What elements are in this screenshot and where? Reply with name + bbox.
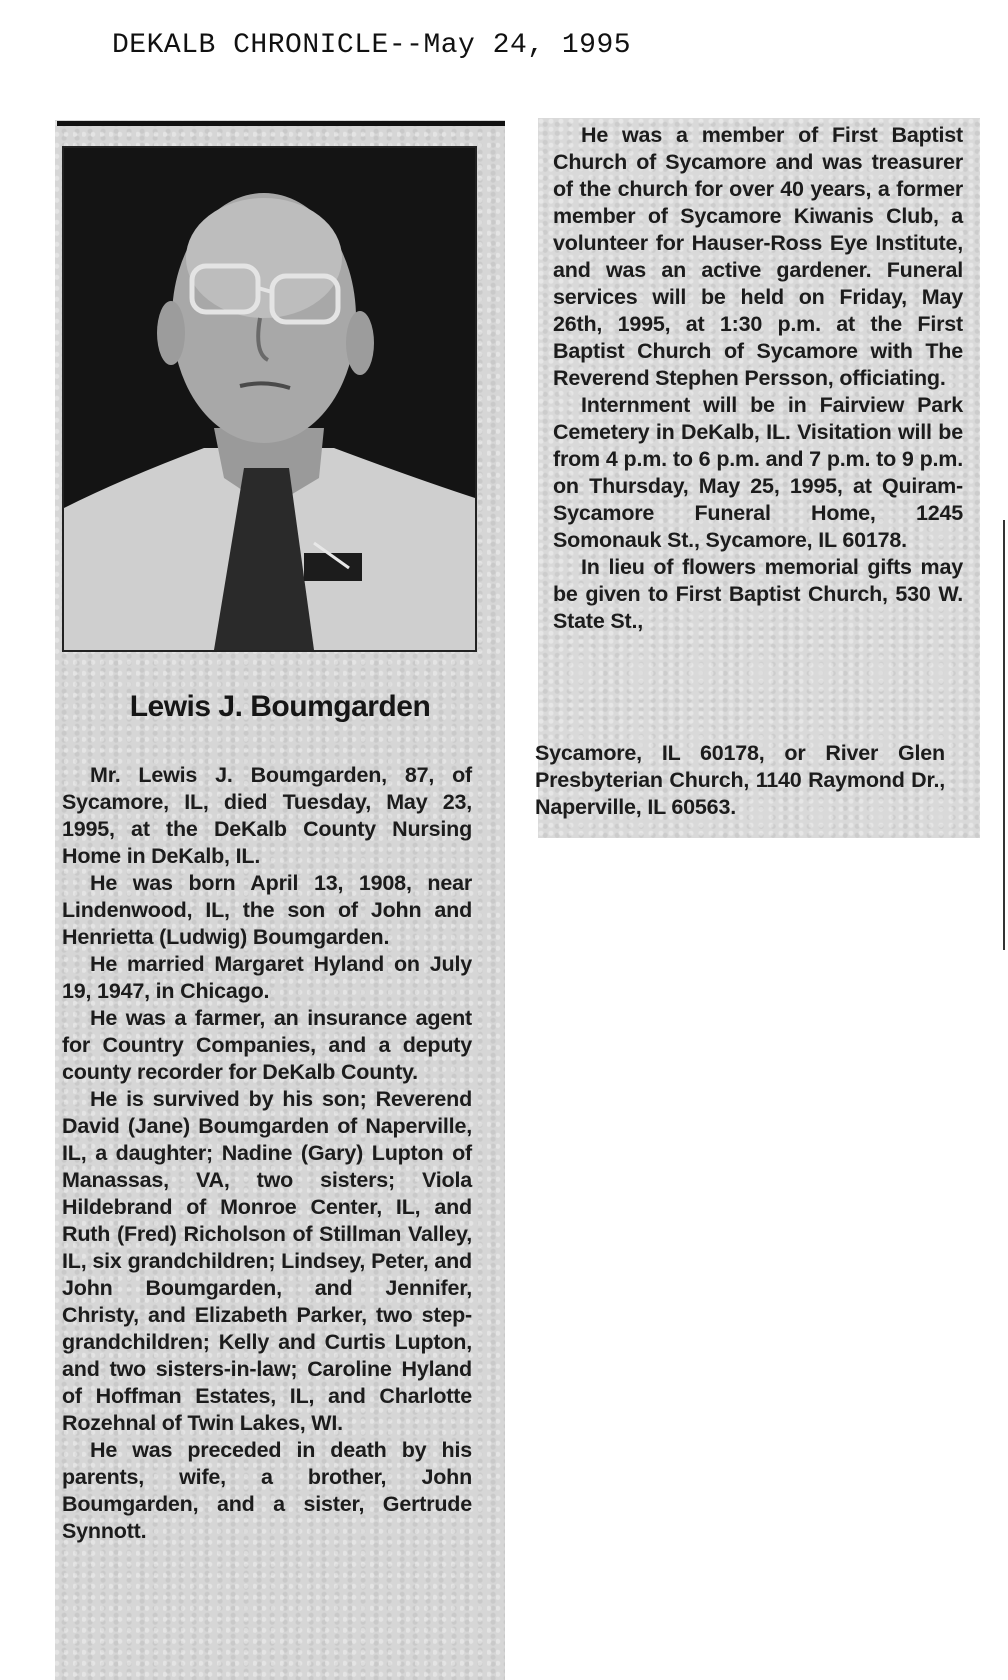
newspaper-header: DEKALB CHRONICLE--May 24, 1995 [112, 30, 632, 61]
right-column-tail-text [535, 740, 945, 821]
obituary-paragraph: Mr. Lewis J. Boumgarden, 87, of Sycamore, IL, died Tuesday, May 23, 1995, at the DeKalb County Nursing Home in DeKalb, IL. [62, 763, 472, 868]
portrait-illustration [64, 148, 475, 650]
obituary-paragraph: He married Margaret Hyland on July 19, 1947, in Chicago. [62, 952, 472, 1003]
obituary-paragraph: He was a farmer, an insurance agent for Country Companies, and a deputy county recorder for DeKalb County. [62, 1006, 472, 1084]
obituary-paragraph: He was preceded in death by his parents, wife, a brother, John Boumgarden, and a sister, Gertrude Synnott. [62, 1438, 472, 1543]
obituary-name-heading: Lewis J. Boumgarden [129, 690, 431, 723]
obituary-paragraph: He was a member of First Baptist Church of Sycamore and was treasurer of the church for over 40 years, a former member of Sycamore Kiwanis Club, a volunteer for Hauser-Ross Eye Institute, and was an active gardener. Funeral services will be held on Friday, May 26th, 1995, at 1:30 p.m. at the First Baptist Church of Sycamore with The Reverend Stephen Persson, officiating. [553, 123, 963, 390]
obituary-paragraph: Sycamore, IL 60178, or River Glen Presbyterian Church, 1140 Raymond Dr., Naperville, IL 60563. [535, 741, 945, 819]
obituary-paragraph: In lieu of flowers memorial gifts may be given to First Baptist Church, 530 W. State St., [553, 555, 963, 633]
left-column-text [62, 762, 472, 1545]
column-top-rule [57, 121, 505, 126]
obituary-paragraph: He was born April 13, 1908, near Lindenwood, IL, the son of John and Henrietta (Ludwig) Boumgarden. [62, 871, 472, 949]
right-column-text [553, 122, 963, 635]
obituary-paragraph: He is survived by his son; Reverend David (Jane) Boumgarden of Naperville, IL, a daughter; Nadine (Gary) Lupton of Manassas, VA, two sisters; Viola Hildebrand of Monroe Center, IL, and Ruth (Fred) Richolson of Stillman Valley, IL, six grandchildren; Lindsey, Peter, and John Boumgarden, and Jennifer, Christy, and Elizabeth Parker, two step-grandchildren; Kelly and Curtis Lupton, and two sisters-in-law; Caroline Hyland of Hoffman Estates, IL, and Charlotte Rozehnal of Twin Lakes, WI. [62, 1087, 472, 1435]
page-edge-line [1003, 520, 1005, 950]
portrait-photo [62, 146, 477, 652]
obituary-paragraph: Internment will be in Fairview Park Cemetery in DeKalb, IL. Visitation will be from 4 p.m. to 6 p.m. and 7 p.m. to 9 p.m. on Thursday, May 25, 1995, at Quiram-Sycamore Funeral Home, 1245 Somonauk St., Sycamore, IL 60178. [553, 393, 963, 552]
